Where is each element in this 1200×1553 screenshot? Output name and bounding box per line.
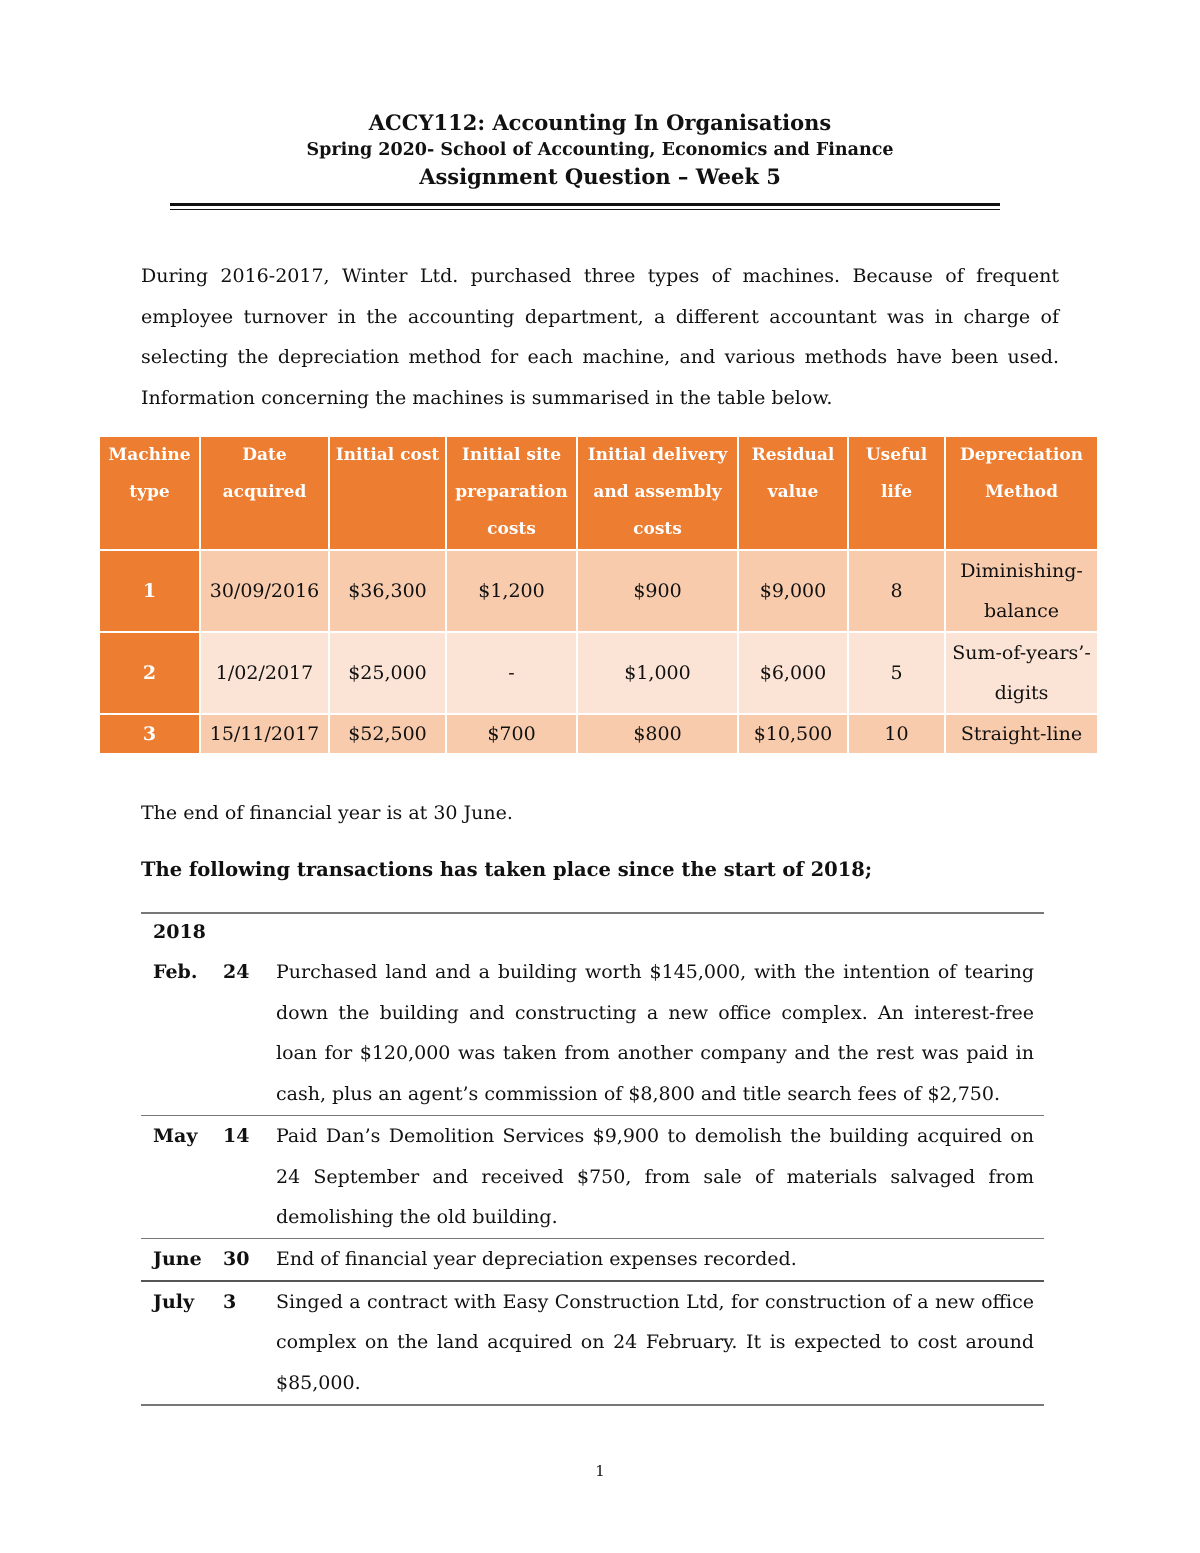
table-cell: $36,300 xyxy=(330,551,447,633)
table-cell: $1,000 xyxy=(578,633,739,715)
transactions-heading: The following transactions has taken place since the start of 2018; xyxy=(141,858,873,881)
transaction-month: Feb. xyxy=(153,961,198,983)
table-cell: $52,500 xyxy=(330,715,447,755)
table-cell: 30/09/2016 xyxy=(201,551,330,633)
transaction-day: 30 xyxy=(223,1247,250,1270)
transaction-day: 3 xyxy=(223,1290,237,1313)
column-header: Initial delivery and assembly costs xyxy=(578,437,739,551)
table-cell: 3 xyxy=(100,715,201,755)
header-divider xyxy=(170,203,1000,210)
column-header: Date acquired xyxy=(201,437,330,551)
transaction-month: June xyxy=(153,1247,202,1270)
machine-table-header-row xyxy=(100,437,1099,551)
transactions-year: 2018 xyxy=(153,921,206,943)
transaction-month: July xyxy=(153,1290,195,1313)
column-header: Machine type xyxy=(100,437,201,551)
transactions-table xyxy=(141,912,1044,1406)
table-cell: $6,000 xyxy=(739,633,849,715)
document-title: ACCY112: Accounting In Organisations xyxy=(368,110,832,135)
document-subtitle: Spring 2020- School of Accounting, Economics and Finance xyxy=(306,140,894,160)
table-cell: $900 xyxy=(578,551,739,633)
column-header: Initial cost xyxy=(330,437,447,551)
table-cell: 8 xyxy=(849,551,946,633)
table-cell: $800 xyxy=(578,715,739,755)
table-cell: $700 xyxy=(447,715,578,755)
financial-year-note: The end of financial year is at 30 June. xyxy=(141,802,513,824)
transaction-row xyxy=(141,1115,1044,1238)
transaction-row xyxy=(141,1238,1044,1280)
table-cell: Straight-line xyxy=(946,715,1099,755)
table-cell: $10,500 xyxy=(739,715,849,755)
transaction-day: 14 xyxy=(223,1124,250,1147)
transaction-row xyxy=(141,952,1044,1115)
column-header: Depreciation Method xyxy=(946,437,1099,551)
assignment-heading: Assignment Question – Week 5 xyxy=(419,164,781,189)
table-cell: Diminishing-balance xyxy=(946,551,1099,633)
table-cell: $1,200 xyxy=(447,551,578,633)
table-cell: 1/02/2017 xyxy=(201,633,330,715)
table-cell: 5 xyxy=(849,633,946,715)
table-row xyxy=(100,633,1099,715)
table-cell: Sum-of-years’-digits xyxy=(946,633,1099,715)
table-cell: 10 xyxy=(849,715,946,755)
intro-paragraph: During 2016-2017, Winter Ltd. purchased three types of machines. Because of frequent employee turnover in the accounting department, a different accountant was in charge of selecting the depreciation method for each machine, and various methods have been used. Information concerning the machines is summarised in the table below. xyxy=(141,265,1059,410)
transaction-description: Singed a contract with Easy Construction Ltd, for construction of a new office complex on the land acquired on 24 February. It is expected to cost around $85,000. xyxy=(276,1290,1034,1395)
column-header: Residual value xyxy=(739,437,849,551)
table-row xyxy=(100,715,1099,755)
transaction-day: 24 xyxy=(223,961,250,983)
transaction-description: Purchased land and a building worth $145,000, with the intention of tearing down the building and constructing a new office complex. An interest-free loan for $120,000 was taken from another company and the rest was paid in cash, plus an agent’s commission of $8,800 and title search fees of $2,750. xyxy=(276,961,1034,1106)
transaction-description: End of financial year depreciation expenses recorded. xyxy=(276,1247,797,1270)
table-cell: 15/11/2017 xyxy=(201,715,330,755)
transaction-month: May xyxy=(153,1124,198,1147)
table-row xyxy=(100,551,1099,633)
table-cell: $25,000 xyxy=(330,633,447,715)
column-header: Initial site preparation costs xyxy=(447,437,578,551)
table-cell: 2 xyxy=(100,633,201,715)
transaction-description: Paid Dan’s Demolition Services $9,900 to demolish the building acquired on 24 September and received $750, from sale of materials salvaged from demolishing the old building. xyxy=(276,1124,1034,1229)
machine-table xyxy=(100,437,1099,755)
transaction-row xyxy=(141,1280,1044,1404)
column-header: Useful life xyxy=(849,437,946,551)
table-cell: $9,000 xyxy=(739,551,849,633)
table-cell: - xyxy=(447,633,578,715)
page-number: 1 xyxy=(595,1462,605,1480)
table-cell: 1 xyxy=(100,551,201,633)
